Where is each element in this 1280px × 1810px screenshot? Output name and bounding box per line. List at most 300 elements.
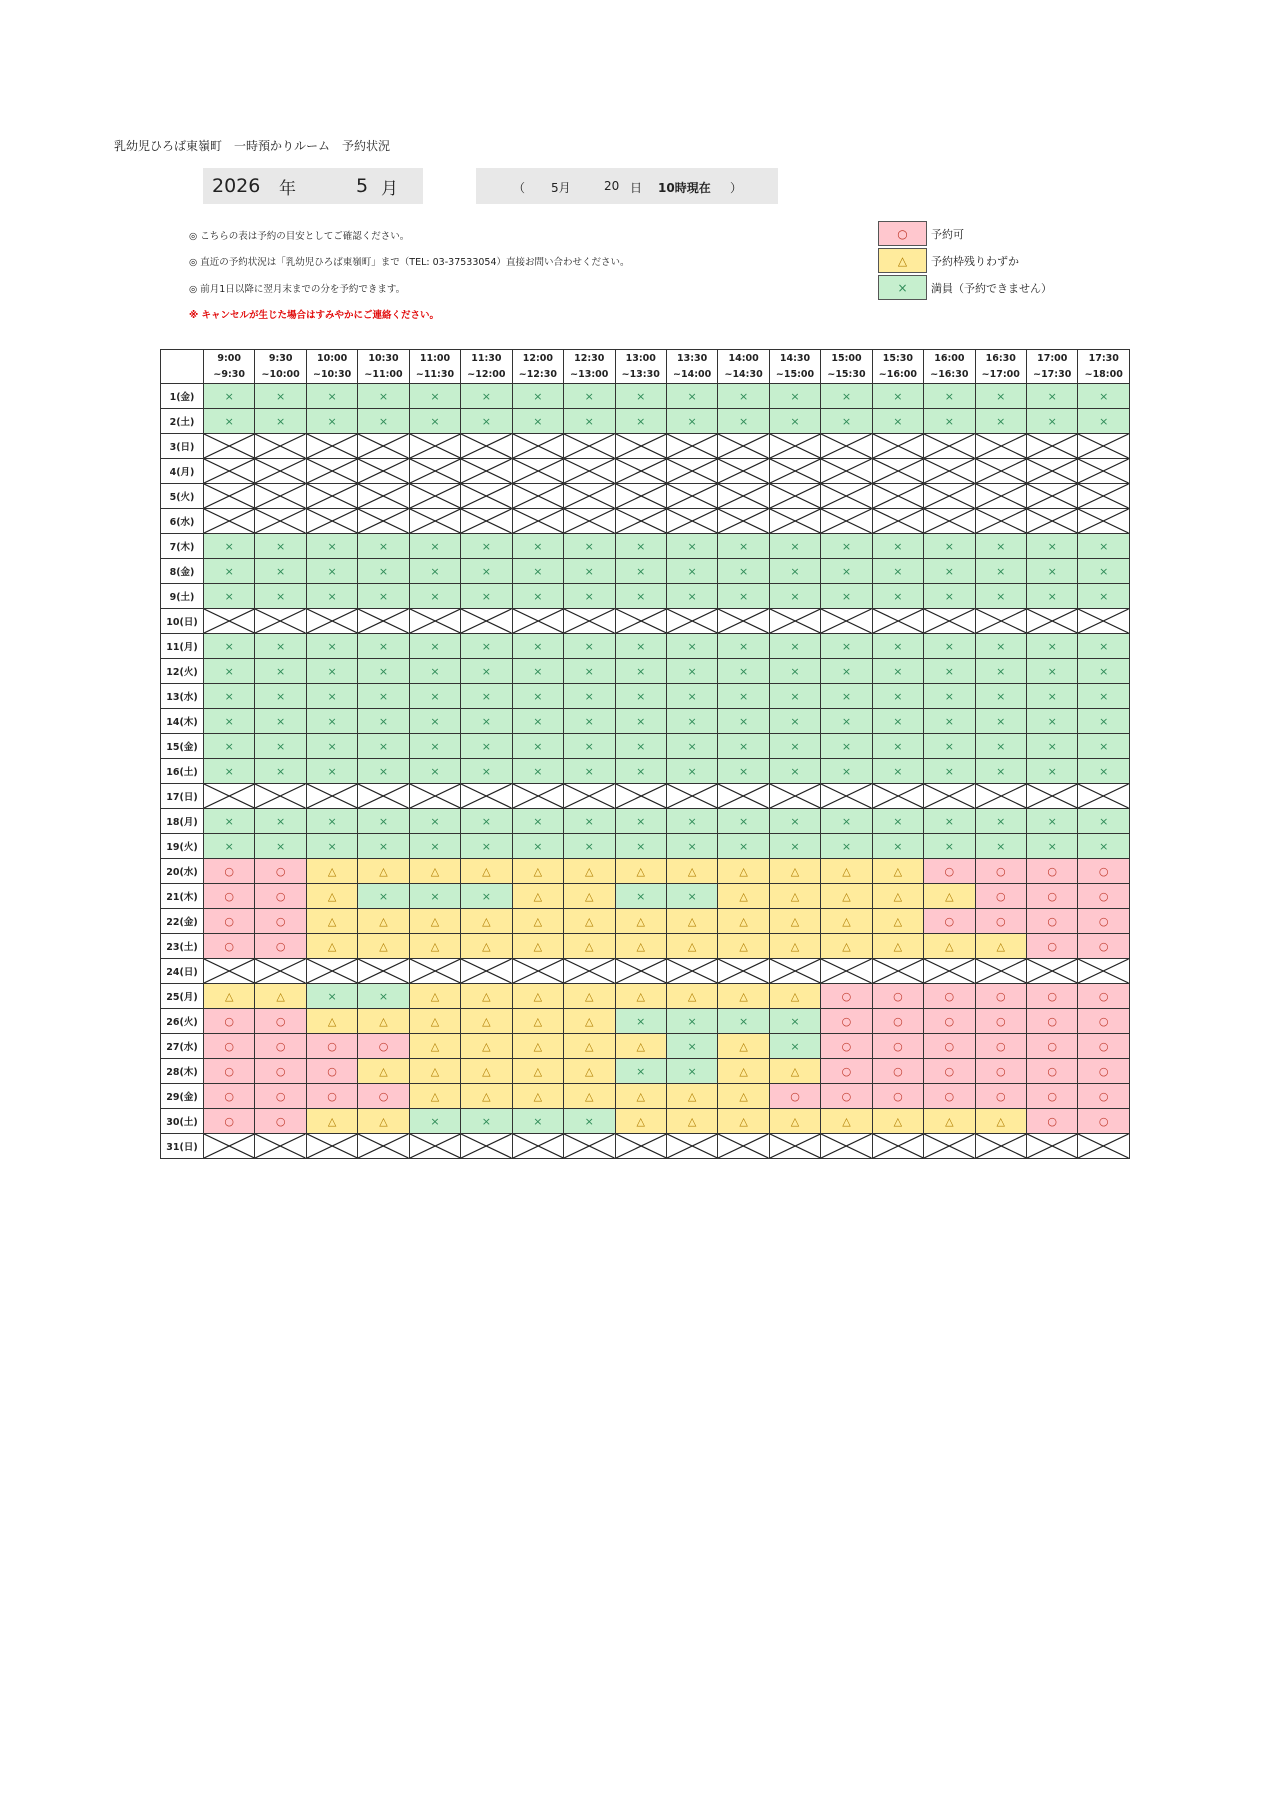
as-of-time: 10時現在 (658, 181, 711, 195)
status-cell: × (718, 809, 769, 834)
closed-cell (975, 609, 1026, 634)
closed-cross-icon (513, 959, 563, 983)
closed-cell (666, 484, 717, 509)
status-cell: ○ (204, 859, 255, 884)
table-row (161, 384, 1130, 409)
status-cell: × (255, 684, 306, 709)
status-cell: ○ (1027, 984, 1078, 1009)
status-cell: ○ (975, 984, 1026, 1009)
status-cell: △ (461, 909, 512, 934)
status-cell: × (821, 734, 872, 759)
closed-cell (306, 609, 357, 634)
closed-cross-icon (924, 459, 974, 483)
closed-cell (666, 609, 717, 634)
status-cell: × (255, 384, 306, 409)
closed-cross-icon (924, 1134, 974, 1158)
status-cell: ○ (255, 1084, 306, 1109)
time-slot-end: ~11:30 (415, 368, 455, 380)
closed-cell (1027, 784, 1078, 809)
as-of-box (476, 168, 778, 204)
closed-cell (255, 959, 306, 984)
status-cell: × (872, 659, 923, 684)
status-cell: × (924, 659, 975, 684)
time-slot-end: ~12:30 (518, 368, 557, 380)
status-cell: × (1078, 734, 1130, 759)
status-cell: × (924, 584, 975, 609)
closed-cross-icon (564, 609, 614, 633)
closed-cross-icon (307, 509, 357, 533)
closed-cross-icon (564, 509, 614, 533)
closed-cell (564, 434, 615, 459)
status-cell: △ (564, 934, 615, 959)
closed-cell (564, 609, 615, 634)
closed-cross-icon (821, 1134, 871, 1158)
as-of-day-label: 日 (630, 181, 643, 195)
status-cell: × (255, 584, 306, 609)
table-row (161, 434, 1130, 459)
status-cell: × (1078, 684, 1130, 709)
closed-cross-icon (616, 459, 666, 483)
status-cell: × (872, 409, 923, 434)
status-cell: × (666, 1009, 717, 1034)
closed-cell (204, 484, 255, 509)
closed-cross-icon (307, 784, 357, 808)
table-row (161, 809, 1130, 834)
time-slot-start: 16:30 (985, 352, 1016, 364)
status-cell: × (769, 384, 820, 409)
table-row (161, 509, 1130, 534)
table-row (161, 709, 1130, 734)
legend-available (878, 221, 964, 246)
closed-cell (872, 459, 923, 484)
status-cell: × (615, 684, 666, 709)
closed-cross-icon (873, 459, 923, 483)
table-row (161, 959, 1130, 984)
status-cell: × (204, 534, 255, 559)
closed-cross-icon (770, 509, 820, 533)
status-cell: × (769, 684, 820, 709)
time-slot-header (564, 350, 615, 384)
status-cell: × (409, 659, 460, 684)
table-row (161, 559, 1130, 584)
closed-cross-icon (204, 509, 254, 533)
closed-cell (821, 434, 872, 459)
time-slot-start: 11:00 (419, 352, 451, 364)
status-cell: ○ (821, 1059, 872, 1084)
status-cell: × (255, 409, 306, 434)
status-cell: × (615, 834, 666, 859)
note-warning: ※ キャンセルが生じた場合はすみやかにご連絡ください。 (189, 310, 440, 321)
status-cell: △ (769, 859, 820, 884)
status-cell: △ (872, 1109, 923, 1134)
closed-cross-icon (307, 434, 357, 458)
status-cell: × (358, 409, 409, 434)
closed-cross-icon (667, 459, 717, 483)
status-cell: △ (666, 934, 717, 959)
status-cell: × (409, 884, 460, 909)
note-2: ◎ 直近の予約状況は「乳幼児ひろば東嶺町」まで（TEL: 03-37533054）直接お問い合わせください。 (189, 257, 630, 268)
day-label: 14(木) (161, 709, 204, 734)
legend-few-left-label: 予約枠残りわずか (931, 254, 1019, 268)
status-cell: × (821, 709, 872, 734)
closed-cross-icon (358, 609, 408, 633)
status-cell: × (358, 684, 409, 709)
closed-cell (255, 434, 306, 459)
status-cell: △ (461, 984, 512, 1009)
time-slot-header (924, 350, 975, 384)
closed-cell (975, 509, 1026, 534)
closed-cell (924, 959, 975, 984)
closed-cross-icon (1078, 509, 1129, 533)
status-cell: △ (821, 884, 872, 909)
status-cell: × (204, 384, 255, 409)
closed-cross-icon (513, 1134, 563, 1158)
time-slot-start: 14:00 (728, 352, 759, 364)
time-slot-end: ~14:00 (673, 368, 712, 380)
status-cell: × (358, 659, 409, 684)
closed-cell (358, 1134, 409, 1159)
status-cell: × (1027, 659, 1078, 684)
status-cell: △ (461, 1009, 512, 1034)
status-cell: × (924, 709, 975, 734)
closed-cross-icon (564, 959, 614, 983)
status-cell: × (564, 759, 615, 784)
status-cell: △ (821, 859, 872, 884)
status-cell: × (512, 634, 563, 659)
status-cell: × (512, 709, 563, 734)
status-cell: × (461, 559, 512, 584)
status-cell: × (306, 534, 357, 559)
status-cell: × (821, 659, 872, 684)
closed-cross-icon (255, 959, 305, 983)
closed-cross-icon (770, 434, 820, 458)
status-cell: × (615, 759, 666, 784)
status-cell: × (564, 634, 615, 659)
status-cell: × (204, 684, 255, 709)
status-cell: × (872, 684, 923, 709)
time-slot-start: 15:00 (831, 352, 862, 364)
closed-cross-icon (513, 459, 563, 483)
status-cell: × (564, 684, 615, 709)
table-row (161, 934, 1130, 959)
status-cell: × (512, 734, 563, 759)
day-label: 13(水) (161, 684, 204, 709)
status-cell: × (975, 534, 1026, 559)
closed-cell (615, 1134, 666, 1159)
table-row (161, 659, 1130, 684)
status-cell: × (872, 384, 923, 409)
status-cell: × (718, 1009, 769, 1034)
closed-cross-icon (976, 609, 1026, 633)
closed-cell (512, 459, 563, 484)
closed-cross-icon (667, 1134, 717, 1158)
closed-cell (615, 609, 666, 634)
status-cell: × (409, 709, 460, 734)
status-cell: △ (718, 1109, 769, 1134)
status-cell: × (1078, 534, 1130, 559)
status-cell: × (564, 584, 615, 609)
closed-cross-icon (821, 484, 871, 508)
day-label: 2(土) (161, 409, 204, 434)
status-cell: × (1027, 809, 1078, 834)
closed-cell (204, 609, 255, 634)
status-cell: △ (409, 1034, 460, 1059)
closed-cell (769, 459, 820, 484)
closed-cross-icon (1078, 959, 1129, 983)
closed-cross-icon (513, 434, 563, 458)
closed-cross-icon (204, 1134, 254, 1158)
closed-cell (1078, 609, 1130, 634)
table-row (161, 1059, 1130, 1084)
status-cell: × (975, 834, 1026, 859)
time-slot-header (975, 350, 1026, 384)
closed-cross-icon (1027, 484, 1077, 508)
closed-cell (409, 484, 460, 509)
status-cell: × (1078, 659, 1130, 684)
time-slot-header (409, 350, 460, 384)
status-cell: △ (564, 1059, 615, 1084)
table-row (161, 784, 1130, 809)
status-cell: △ (461, 859, 512, 884)
status-cell: × (409, 559, 460, 584)
closed-cell (615, 484, 666, 509)
closed-cross-icon (204, 609, 254, 633)
status-cell: × (615, 659, 666, 684)
closed-cell (461, 959, 512, 984)
status-cell: ○ (204, 909, 255, 934)
day-label: 4(月) (161, 459, 204, 484)
time-slot-start: 11:30 (471, 352, 502, 364)
status-cell: × (461, 734, 512, 759)
status-cell: ○ (1027, 909, 1078, 934)
status-cell: × (358, 384, 409, 409)
status-cell: × (512, 759, 563, 784)
closed-cell (872, 1134, 923, 1159)
closed-cell (1078, 784, 1130, 809)
closed-cell (615, 459, 666, 484)
status-cell: × (615, 634, 666, 659)
status-cell: △ (718, 909, 769, 934)
closed-cross-icon (564, 484, 614, 508)
status-cell: △ (718, 1084, 769, 1109)
status-cell: × (512, 1109, 563, 1134)
status-cell: ○ (821, 1034, 872, 1059)
status-cell: × (1027, 384, 1078, 409)
status-cell: ○ (975, 1034, 1026, 1059)
status-cell: △ (821, 1109, 872, 1134)
day-label: 25(月) (161, 984, 204, 1009)
closed-cross-icon (1027, 434, 1077, 458)
closed-cross-icon (204, 784, 254, 808)
status-cell: × (461, 634, 512, 659)
status-cell: × (204, 709, 255, 734)
status-cell: × (1027, 759, 1078, 784)
status-cell: × (718, 584, 769, 609)
status-cell: △ (666, 859, 717, 884)
status-cell: △ (409, 1059, 460, 1084)
closed-cross-icon (204, 459, 254, 483)
closed-cross-icon (1078, 434, 1129, 458)
closed-cross-icon (410, 484, 460, 508)
status-cell: × (975, 384, 1026, 409)
closed-cross-icon (718, 1134, 768, 1158)
closed-cell (769, 609, 820, 634)
status-cell: ○ (1078, 884, 1130, 909)
status-cell: × (1027, 734, 1078, 759)
status-cell: × (306, 809, 357, 834)
status-cell: × (975, 409, 1026, 434)
status-cell: △ (204, 984, 255, 1009)
closed-cross-icon (461, 434, 511, 458)
closed-cross-icon (461, 609, 511, 633)
status-cell: × (769, 1009, 820, 1034)
status-cell: × (872, 559, 923, 584)
status-cell: △ (564, 1009, 615, 1034)
closed-cross-icon (513, 484, 563, 508)
day-label: 18(月) (161, 809, 204, 834)
status-cell: △ (872, 859, 923, 884)
day-label: 12(火) (161, 659, 204, 684)
status-cell: × (1078, 409, 1130, 434)
status-cell: × (924, 384, 975, 409)
time-slot-header (204, 350, 255, 384)
status-cell: ○ (769, 1084, 820, 1109)
status-cell: ○ (255, 909, 306, 934)
status-cell: △ (306, 909, 357, 934)
closed-cell (975, 1134, 1026, 1159)
status-cell: ○ (204, 1059, 255, 1084)
closed-cross-icon (821, 434, 871, 458)
status-cell: × (1027, 634, 1078, 659)
status-cell: × (975, 659, 1026, 684)
status-cell: × (306, 709, 357, 734)
status-cell: × (358, 584, 409, 609)
closed-cross-icon (564, 784, 614, 808)
time-slot-end: ~11:00 (364, 368, 403, 380)
status-cell: × (1027, 584, 1078, 609)
status-cell: △ (409, 1084, 460, 1109)
day-label: 29(金) (161, 1084, 204, 1109)
status-cell: × (924, 684, 975, 709)
status-cell: △ (358, 1109, 409, 1134)
status-cell: ○ (1078, 1084, 1130, 1109)
closed-cell (872, 609, 923, 634)
closed-cell (924, 1134, 975, 1159)
status-cell: × (924, 634, 975, 659)
closed-cross-icon (770, 959, 820, 983)
closed-cell (615, 784, 666, 809)
table-row (161, 1009, 1130, 1034)
status-cell: × (769, 734, 820, 759)
status-cell: △ (512, 909, 563, 934)
closed-cross-icon (307, 484, 357, 508)
status-cell: × (821, 684, 872, 709)
closed-cell (306, 434, 357, 459)
closed-cell (512, 434, 563, 459)
status-cell: △ (769, 884, 820, 909)
closed-cell (255, 609, 306, 634)
closed-cross-icon (821, 459, 871, 483)
status-cell: × (306, 984, 357, 1009)
status-cell: △ (461, 1034, 512, 1059)
status-cell: ○ (924, 909, 975, 934)
status-cell: × (666, 709, 717, 734)
status-cell: ○ (358, 1034, 409, 1059)
day-label: 11(月) (161, 634, 204, 659)
closed-cross-icon (204, 484, 254, 508)
status-cell: △ (358, 1059, 409, 1084)
closed-cell (821, 484, 872, 509)
status-cell: × (461, 584, 512, 609)
closed-cross-icon (513, 509, 563, 533)
closed-cell (1078, 484, 1130, 509)
closed-cell (718, 509, 769, 534)
closed-cross-icon (770, 459, 820, 483)
closed-cell (924, 609, 975, 634)
closed-cross-icon (461, 959, 511, 983)
time-slot-start: 12:30 (574, 352, 605, 364)
status-cell: ○ (975, 1059, 1026, 1084)
status-cell: × (769, 834, 820, 859)
status-cell: ○ (821, 1084, 872, 1109)
legend-few-left-swatch: △ (878, 248, 927, 273)
status-cell: △ (306, 1109, 357, 1134)
status-cell: × (204, 834, 255, 859)
closed-cell (461, 434, 512, 459)
status-cell: × (512, 384, 563, 409)
time-slot-header (1078, 350, 1130, 384)
closed-cell (358, 459, 409, 484)
status-cell: × (666, 834, 717, 859)
status-cell: × (666, 634, 717, 659)
closed-cross-icon (564, 434, 614, 458)
status-cell: × (666, 809, 717, 834)
status-cell: ○ (255, 859, 306, 884)
status-cell: ○ (975, 909, 1026, 934)
closed-cell (255, 484, 306, 509)
closed-cell (975, 484, 1026, 509)
closed-cell (306, 1134, 357, 1159)
status-cell: × (255, 634, 306, 659)
status-cell: × (461, 684, 512, 709)
status-cell: ○ (872, 1059, 923, 1084)
closed-cross-icon (410, 784, 460, 808)
status-cell: ○ (306, 1034, 357, 1059)
closed-cell (975, 784, 1026, 809)
status-cell: × (512, 559, 563, 584)
status-cell: △ (615, 909, 666, 934)
time-slot-end: ~12:00 (467, 368, 506, 380)
status-cell: × (306, 684, 357, 709)
status-cell: △ (306, 884, 357, 909)
time-slot-header (1027, 350, 1078, 384)
closed-cross-icon (1027, 1134, 1077, 1158)
status-cell: × (564, 1109, 615, 1134)
closed-cell (461, 484, 512, 509)
status-cell: × (666, 584, 717, 609)
status-cell: △ (666, 1084, 717, 1109)
closed-cell (924, 434, 975, 459)
status-cell: × (666, 734, 717, 759)
status-cell: × (564, 659, 615, 684)
status-cell: ○ (872, 1034, 923, 1059)
status-cell: × (1078, 709, 1130, 734)
time-slot-header (872, 350, 923, 384)
status-cell: × (1027, 684, 1078, 709)
closed-cross-icon (358, 509, 408, 533)
closed-cell (204, 1134, 255, 1159)
closed-cell (1027, 434, 1078, 459)
